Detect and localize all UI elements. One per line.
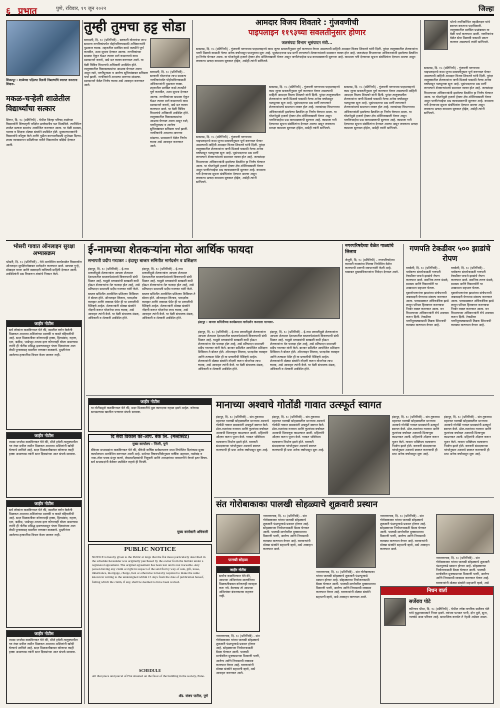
enam-headline: ई-नामच्या शेतकऱ्यांना मोठा आर्थिक फायदा [88,244,253,256]
vijay-body-col1: सासवड, दि. १८ (प्रतिनिधी) - गुंजवणी धरणाच्या पाइपलाइनचे काम जुन्या सवलतीनुसार पूर्ण करण्यात येणार असल्याची माहिती आमदार विजय शिवतारे यांनी दिली. पुरंदर तालुक्यातील शेतकऱ्यांना पाणी मिळावे यासाठी गेल्या अनेक वर्षांपासून पाठपुरावा सुरू आहे. भूसंपादनाचा प्रश्न मार्गी लागल्याने शेतकऱ्यांमध्ये समाधान व्यक्त होत आहे. जलसंपदा विभागाच्या अधिकाऱ्यांशी झालेल्या बैठकीत हा निर्णय घेण्यात आला. या योजनेमुळे हजारो हेक्टर क्षेत्र ओलिताखाली येणार असून पाणीटंचाईचा प्रश्न कायमस्वरूपी सुटणार आहे. कामाला गती देण्याच्या सूचना संबंधितांना देण्यात आल्या असून लवकरच प्रत्यक्ष कामाला सुरुवात होईल, असेही त्यांनी सांगितले. [196,135,266,185]
vijay-headline: पाइपलाइन ११९३च्या सवलतीनुसार होणार [248,28,366,37]
vijay-subtitle: जलसंपदा विभाग भूसंपादन मंत्री... [281,40,333,45]
notice-left-4 [6,630,82,704]
public-notice-body: NOTICE is hereby given to the Public at large that the flat more particularly described in the schedule hereunder was originally purchased by the owner from the builder under a registered agreement. The original agreement has been lost and is not traceable. Any person having any claim or right in respect of the said flat by way of sale, gift, lease, inheritance, mortgage, charge, lien or otherwise is hereby required to make the same known in writing to the undersigned within 15 days from the date of publication hereof, failing which the claim, if any, shall be deemed to have been waived. [92,555,206,584]
smallnews1-body: भोसरी, दि. १८ (प्रतिनिधी) - येथे आयोजित कार्यशाळेत विद्यार्थ्यांना ऑनलाइन सुरक्षिततेबाबत मार्गदर्शन करण्यात आले. सायबर गुन्हे, मोबाइल वापर आणि खबरदारी याविषयी माहिती देण्यात आली. उपस्थितांनी प्रश्न विचारून शंकांचे निरसन केले. [6,260,82,277]
photo-sant-event [316,514,376,568]
bank-ad-title: दि सेवा विकास को-ऑप. बँक लि. (मल्टीस्टेट) [89,435,211,442]
sant-headline: संत गोरोबाकाका पालखी सोहळ्याचे शुक्रवारी प्रस्थान [216,500,378,510]
tumhi-headline: तुम्ही तुमचा हट्ट सोडा [84,19,186,35]
notice-left-3-body: सर्व लोकांना कळविण्यात येते की, खालील वर्णन केलेली मिळकत आमच्या अशिलांच्या मालकी व कब्जे वहिवाटीची आहे. सदर मिळकतीवर कोणाचाही हक्क, हितसंबंध, गहाण, दान, बक्षीस, भाडेपट्टा अथवा इतर कोणताही बोजा असल्यास त्यांनी ही नोटीस प्रसिद्ध झाल्यापासून पंधरा दिवसांच्या आत लेखी पुराव्यासह खालील पत्त्यावर कळवावे. मुदतीनंतर आलेल्या हरकतींचा विचार केला जाणार नाही. [9,508,78,537]
tumhi-body: बारामती, दि. १८ (प्रतिनिधी) - सरकारी योजनांचा लाभ सामान्य नागरिकांपर्यंत पोहोचविण्यासाठी अधिकाऱ्यांनी पुढाकार घ्यावा. शहरातील प्रलंबित कामे तातडीने पूर्ण करावीत, अशा सूचना देण्यात आल्या. नागरिकांच्या समस्या ऐकून घेऊन त्यावर मार्ग काढण्याचे काम प्रशासनाने करावे, असे मत व्यक्त करण्यात आले. या वेळी विविध विभागांचे अधिकारी उपस्थित होते. तालुक्यातील विकासकामांचा आढावा घेण्यात आला असून रस्ते, पाणीपुरवठा व आरोग्य सुविधांबाबत सविस्तर चर्चा झाली. नागरिकांनी आपल्या मागण्या मांडल्या. प्रशासनाने वेळेत निर्णय घ्यावा असे आवाहन करण्यात आले. [84,38,148,88]
masthead [6,4,494,16]
death-notice-title: निधन वार्ता [381,587,493,595]
sant-body-col1: नारायणगाव, दि. १८ (प्रतिनिधी) - संत गोरोबाकाका यांच्या पालखी सोहळ्याचे शुक्रवारी पंढरपूरकडे प्रस्थान होणार आहे. सोहळ्याच्या नियोजनासाठी बैठक घेण्यात आली. पालखी मार्गावरील मुक्कामाच्या ठिकाणी पाणी, आरोग्य आणि निवासाची व्यवस्था करण्यात येणार आहे. वारकऱ्यांनी मोठ्या संख्येने सहभागी व्हावे, असे आवाहन करण्यात आले. [263,514,313,551]
bank-ad-subtitle: मुख्य कार्यालय : पिंपरी, पुणे [132,442,168,446]
smallnews1-headline: भोसरी गावात ऑनलाइन सुरक्षा अभ्यासक्रम [13,244,75,257]
notice-left-2 [6,432,82,498]
mid-notice-body: या नोटीसद्वारे कळविण्यात येते की, सदर मिळकतीचे मूळ कागदपत्र गहाळ झाले आहेत. कोणास सापडल्यास खालील पत्त्यावर संपर्क साधावा. [91,406,199,415]
public-notice-schedule: All that piece and parcel of Flat situated on the floor of the building in the society, Pune. [92,674,205,678]
enam-body-col2: इंदापूर, दि. १८ (प्रतिनिधी) - ई-नाम प्रणालीमुळे शेतकऱ्यांना आपला शेतमाल देशभरातील बाजारपेठांमध्ये विकण्याची संधी मिळत आहे. यामुळे मध्यस्थांची साखळी कमी होऊन शेतकऱ्यांना थेट फायदा होत आहे, असे प्रतिपादन सभापती प्रदीप गरटकर यांनी केले. बाजार समितीत आयोजित प्रशिक्षण शिबिरात ते बोलत होते. ऑनलाइन लिलाव, पारदर्शक व्यवहार आणि तत्काळ पेमेंट ही या प्रणालीची वैशिष्ट्ये आहेत. शेतकऱ्यांनी मोठ्या संख्येने नोंदणी करून योजनेचा लाभ घ्यावा, असे आवाहन त्यांनी केले. या वेळी संचालक मंडळ, अधिकारी व शेतकरी उपस्थित होते. [142,267,196,321]
sant-body-col4: नारायणगाव, दि. १८ (प्रतिनिधी) - संत गोरोबाकाका यांच्या पालखी सोहळ्याचे शुक्रवारी पंढरपूरकडे प्रस्थान होणार आहे. सोहळ्याच्या नियोजनासाठी बैठक घेण्यात आली. पालखी मार्गावरील मुक्कामाच्या ठिकाणी पाणी, आरोग्य आणि निवासाची व्यवस्था करण्यात येणार आहे. वारकऱ्यांनी मोठ्या संख्येने सहभागी व्हावे, असे [436,556,490,585]
enam-body-col4: इंदापूर, दि. १८ (प्रतिनिधी) - ई-नाम प्रणालीमुळे शेतकऱ्यांना आपला शेतमाल देशभरातील बाजारपेठांमध्ये विकण्याची संधी मिळत आहे. यामुळे मध्यस्थांची साखळी कमी होऊन शेतकऱ्यांना थेट फायदा होत आहे, असे प्रतिपादन सभापती प्रदीप गरटकर यांनी केले. बाजार समितीत आयोजित प्रशिक्षण शिबिरात ते बोलत होते. ऑनलाइन लिलाव, पारदर्शक व्यवहार आणि तत्काळ पेमेंट ही या प्रणालीची वैशिष्ट्ये आहेत. शेतकऱ्यांनी मोठ्या संख्येने नोंदणी करून योजनेचा लाभ घ्यावा, असे आवाहन त्यांनी केले. या वेळी संचालक मंडळ, अधिकारी व शेतकरी उपस्थित होते. [270,330,340,371]
sant-badge: पालखी सोहळा [216,556,260,564]
manacha-body-col1: इंदापूर, दि. १८ (प्रतिनिधी) - संत तुकाराम महाराज पालखी सोहळ्यातील मानाच्या अश्वाचे गोतोंडी गावात ग्रामस्थांनी उत्स्फूर्त स्वागत केले. ढोल-ताशांच्या गजरात आणि फुलांच्या वर्षावात अश्वाची मिरवणूक काढण्यात आली. महिलांनी औक्षण करून पूजन केले. गावात भक्तिमय वातावरण निर्माण झाले होते. वारकरी संप्रदायाच्या परंपरेनुसार अश्वाचे स्वागत करण्याची ही प्रथा अनेक वर्षांपासून सुरू आहे. [216,415,269,452]
death-notice-name: सर्जेराव पोटे [409,599,431,605]
right-column-body-2: सासवड, दि. १८ (प्रतिनिधी) - गुंजवणी धरणाच्या पाइपलाइनचे काम जुन्या सवलतीनुसार पूर्ण करण्यात येणार असल्याची माहिती आमदार विजय शिवतारे यांनी दिली. पुरंदर तालुक्यातील शेतकऱ्यांना पाणी मिळावे यासाठी गेल्या अनेक वर्षांपासून पाठपुरावा सुरू आहे. भूसंपादनाचा प्रश्न मार्गी लागल्याने शेतकऱ्यांमध्ये समाधान व्यक्त होत आहे. जलसंपदा विभागाच्या अधिकाऱ्यांशी झालेल्या बैठकीत हा निर्णय घेण्यात आला. या योजनेमुळे हजारो हेक्टर क्षेत्र ओलिताखाली येणार असून पाणीटंचाईचा प्रश्न कायमस्वरूपी सुटणार आहे. कामाला गती देण्याच्या सूचना संबंधितांना देण्यात आल्या असून लवकरच प्रत्यक्ष कामाला सुरुवात होईल, असेही त्यांनी सांगितले. [424,66,494,116]
photo-obituary [384,598,406,626]
photo-tumhi [150,38,190,68]
column-rule [420,20,421,238]
ganpati-body-col2: वाघोली, दि. १८ (प्रतिनिधी) - पर्यावरण संवर्धनासाठी गणपती टेकडीवर पाचशे झाडांचे रोपण करण्यात आले. स्थानिक तरुण मंडळे, ग्रामस्थ आणि विद्यार्थ्यांनी या उपक्रमात सहभाग घेतला. वृक्षारोपणानंतर झाडांच्या संगोपनाची जबाबदारी घेण्याचा संकल्प करण्यात आला. पावसाळ्यात अधिकाधिक झाडे लावून परिसर हिरवागार करण्याचा निर्धार व्यक्त करण्यात आला. वन विभागाच्या अधिकाऱ्यांनी रोपे उपलब्ध करून दिली. टेकडीवर पाणीपुरवठ्यासाठी ठिबक सिंचनाची व्यवस्था करण्यात येणार आहे. [451,266,494,328]
section-rule [214,497,494,498]
vijay-body: सासवड, दि. १८ (प्रतिनिधी) - गुंजवणी धरणाच्या पाइपलाइनचे काम जुन्या सवलतीनुसार पूर्ण करण्यात येणार असल्याची माहिती आमदार विजय शिवतारे यांनी दिली. पुरंदर तालुक्यातील शेतकऱ्यांना पाणी मिळावे यासाठी गेल्या अनेक वर्षांपासून पाठपुरावा सुरू आहे. भूसंपादनाचा प्रश्न मार्गी लागल्याने शेतकऱ्यांमध्ये समाधान व्यक्त होत आहे. जलसंपदा विभागाच्या अधिकाऱ्यांशी झालेल्या बैठकीत हा निर्णय घेण्यात आला. या योजनेमुळे हजारो हेक्टर क्षेत्र ओलिताखाली येणार असून पाणीटंचाईचा प्रश्न कायमस्वरूपी सुटणार आहे. कामाला गती देण्याच्या सूचना संबंधितांना देण्यात आल्या असून लवकरच प्रत्यक्ष कामाला सुरुवात होईल, असेही त्यांनी सांगितले. [196,47,418,64]
death-notice-body: कोरेगाव भीमा, दि. १८ (प्रतिनिधी) - येथील ज्येष्ठ नागरिक सर्जेराव पोटे यांचे वृद्धापकाळाने निधन झाले. त्यांच्या पश्चात पत्नी, दोन मुले, सुना, नातवंडे असा परिवार आहे. सामाजिक कार्यात ते नेहमी अग्रेसर असत. [409,607,490,620]
ganpati-body-col1: वाघोली, दि. १८ (प्रतिनिधी) - पर्यावरण संवर्धनासाठी गणपती टेकडीवर पाचशे झाडांचे रोपण करण्यात आले. स्थानिक तरुण मंडळे, ग्रामस्थ आणि विद्यार्थ्यांनी या उपक्रमात सहभाग घेतला. वृक्षारोपणानंतर झाडांच्या संगोपनाची जबाबदारी घेण्याचा संकल्प करण्यात आला. पावसाळ्यात अधिकाधिक झाडे लावून परिसर हिरवागार करण्याचा निर्धार व्यक्त करण्यात आला. वन विभागाच्या अधिकाऱ्यांनी रोपे उपलब्ध करून दिली. टेकडीवर पाणीपुरवठ्यासाठी ठिबक सिंचनाची व्यवस्था करण्यात येणार आहे. [406,266,449,328]
photo-enam-event [198,267,340,319]
mid-notice [88,398,212,432]
enam-body-col3: इंदापूर, दि. १८ (प्रतिनिधी) - ई-नाम प्रणालीमुळे शेतकऱ्यांना आपला शेतमाल देशभरातील बाजारपेठांमध्ये विकण्याची संधी मिळत आहे. यामुळे मध्यस्थांची साखळी कमी होऊन शेतकऱ्यांना थेट फायदा होत आहे, असे प्रतिपादन सभापती प्रदीप गरटकर यांनी केले. बाजार समितीत आयोजित प्रशिक्षण शिबिरात ते बोलत होते. ऑनलाइन लिलाव, पारदर्शक व्यवहार आणि तत्काळ पेमेंट ही या प्रणालीची वैशिष्ट्ये आहेत. शेतकऱ्यांनी मोठ्या संख्येने नोंदणी करून योजनेचा लाभ घ्यावा, असे आवाहन त्यांनी केले. या वेळी संचालक मंडळ, अधिकारी व शेतकरी उपस्थित होते. [198,330,268,371]
bank-ad-body: बँकेच्या सभासदांना कळविण्यात येते की, बँकेची वार्षिक सर्वसाधारण सभा नियोजित दिनांकास मुख्य कार्यालयात आयोजित करण्यात आली आहे. सभेच्या विषयपत्रिकेनुसार वार्षिक अहवाल, ताळेबंद व नफा-तोटा पत्रक मंजूर करणे, लेखापरीक्षकांची नियुक्ती आणि अध्यक्षांच्या परवानगीने येणारे इतर विषय. सर्व सभासदांनी वेळेवर उपस्थित राहावे ही विनंती. [91,448,208,465]
section-rule [86,395,494,396]
nagar-headline: नगरपरिषदेच्या वेळेत गाळ्यांचे लिलाव [345,244,394,255]
public-notice [88,544,212,704]
sant-body-left: नारायणगाव, दि. १८ (प्रतिनिधी) - संत गोरोबाकाका यांच्या पालखी सोहळ्याचे शुक्रवारी पंढरपूरकडे प्रस्थान होणार आहे. सोहळ्याच्या नियोजनासाठी बैठक घेण्यात आली. पालखी मार्गावरील मुक्कामाच्या ठिकाणी पाणी, आरोग्य आणि निवासाची व्यवस्था करण्यात येणार आहे. वारकऱ्यांनी मोठ्या संख्येने सहभागी व्हावे, असे आवाहन करण्यात आले. [216,634,260,675]
vijay-kicker: आमदार विजय शिवतारे : गुंजवणीची [255,18,359,27]
column-rule [342,244,343,394]
column-rule [403,244,404,394]
public-notice-title: PUBLIC NOTICE [124,546,176,553]
sant-body-col3: नारायणगाव, दि. १८ (प्रतिनिधी) - संत गोरोबाकाका यांच्या पालखी सोहळ्याचे शुक्रवारी पंढरपूरकडे प्रस्थान होणार आहे. सोहळ्याच्या नियोजनासाठी बैठक घेण्यात आली. पालखी मार्गावरील मुक्कामाच्या ठिकाणी पाणी, आरोग्य आणि निवासाची व्यवस्था करण्यात येणार आहे. वारकऱ्यांनी मोठ्या संख्येने सहभागी व्हावे, असे आवाहन करण्यात आले. [380,514,430,551]
photo-school-welcome [6,20,80,76]
notice-left-3 [6,500,82,628]
tumhi-body-2: बारामती, दि. १८ (प्रतिनिधी) - सरकारी योजनांचा लाभ सामान्य नागरिकांपर्यंत पोहोचविण्यासाठी अधिकाऱ्यांनी पुढाकार घ्यावा. शहरातील प्रलंबित कामे तातडीने पूर्ण करावीत, अशा सूचना देण्यात आल्या. नागरिकांच्या समस्या ऐकून घेऊन त्यावर मार्ग काढण्याचे काम प्रशासनाने करावे, असे मत व्यक्त करण्यात आले. या वेळी विविध विभागांचे अधिकारी उपस्थित होते. तालुक्यातील विकासकामांचा आढावा घेण्यात आला असून रस्ते, पाणीपुरवठा व आरोग्य सुविधांबाबत सविस्तर चर्चा झाली. नागरिकांनी आपल्या मागण्या मांडल्या. प्रशासनाने वेळेत निर्णय घ्यावा असे आवाहन करण्यात आले. [150,70,190,148]
makal-headline: मकळ-चऱ्हेली शाळेतील विद्यार्थ्यांचा सत्कार [6,94,70,113]
page-number: ६ [6,7,11,17]
manacha-body-col3: इंदापूर, दि. १८ (प्रतिनिधी) - संत तुकाराम महाराज पालखी सोहळ्यातील मानाच्या अश्वाचे गोतोंडी गावात ग्रामस्थांनी उत्स्फूर्त स्वागत केले. ढोल-ताशांच्या गजरात आणि फुलांच्या वर्षावात अश्वाची मिरवणूक काढण्यात आली. महिलांनी औक्षण करून पूजन केले. गावात भक्तिमय वातावरण निर्माण झाले होते. वारकरी संप्रदायाच्या परंपरेनुसार अश्वाचे स्वागत करण्याची ही प्रथा अनेक वर्षांपासून सुरू आहे. [392,415,440,456]
photo-portrait [424,20,448,50]
enam-body-col1: इंदापूर, दि. १८ (प्रतिनिधी) - ई-नाम प्रणालीमुळे शेतकऱ्यांना आपला शेतमाल देशभरातील बाजारपेठांमध्ये विकण्याची संधी मिळत आहे. यामुळे मध्यस्थांची साखळी कमी होऊन शेतकऱ्यांना थेट फायदा होत आहे, असे प्रतिपादन सभापती प्रदीप गरटकर यांनी केले. बाजार समितीत आयोजित प्रशिक्षण शिबिरात ते बोलत होते. ऑनलाइन लिलाव, पारदर्शक व्यवहार आणि तत्काळ पेमेंट ही या प्रणालीची वैशिष्ट्ये आहेत. शेतकऱ्यांनी मोठ्या संख्येने नोंदणी करून योजनेचा लाभ घ्यावा, असे आवाहन त्यांनी केले. या वेळी संचालक मंडळ, अधिकारी व शेतकरी उपस्थित होते. [88,267,140,321]
notice-left [6,320,82,430]
enam-photo-caption: इंदापूर : बाजार समितीच्या कार्यक्रमात मार्गदर्शन करताना मान्यवर. [198,320,274,324]
notice-left-4-body: तमाम जनतेस कळविण्यात येते की, मौजे हवेली तालुक्यातील गट नंबर मधील जमीन मिळकत आमच्या अशिलांनी खरेदी घेण्याचे ठरविले आहे. सदर मिळकतीबाबत कोणाचा काही हक्क असल्यास त्यांनी सात दिवसांच्या आत संपर्क साधावा. [9,638,78,655]
photo-vijay-meeting [196,85,266,133]
sant-notice-body: सर्वांना कळविण्यात येते की, आमच्या अशिलांच्या मालकीच्या मिळकतीबाबत कोणताही व्यवहार करू नये. केल्यास तो आमच्या अशिलांवर बंधनकारक राहणार नाही. [219,574,257,599]
photo-sant-small [436,514,494,554]
paper-name: प्रभात [18,7,37,17]
manacha-body-col4: इंदापूर, दि. १८ (प्रतिनिधी) - संत तुकाराम महाराज पालखी सोहळ्यातील मानाच्या अश्वाचे गोतोंडी गावात ग्रामस्थांनी उत्स्फूर्त स्वागत केले. ढोल-ताशांच्या गजरात आणि फुलांच्या वर्षावात अश्वाची मिरवणूक काढण्यात आली. महिलांनी औक्षण करून पूजन केले. गावात भक्तिमय वातावरण निर्माण झाले होते. वारकरी संप्रदायाच्या परंपरेनुसार अश्वाचे स्वागत करण्याची ही प्रथा अनेक वर्षांपासून सुरू आहे. [444,415,492,456]
public-notice-schedule-title: SCHEDULE [138,668,161,673]
sant-body-col2: नारायणगाव, दि. १८ (प्रतिनिधी) - संत गोरोबाकाका यांच्या पालखी सोहळ्याचे शुक्रवारी पंढरपूरकडे प्रस्थान होणार आहे. सोहळ्याच्या नियोजनासाठी बैठक घेण्यात आली. पालखी मार्गावरील मुक्कामाच्या ठिकाणी पाणी, आरोग्य आणि निवासाची व्यवस्था करण्यात येणार आहे. वारकऱ्यांनी मोठ्या संख्येने सहभागी व्हावे, असे आवाहन करण्यात आले. [316,570,376,599]
photo-palkhi [216,514,260,554]
column-rule [82,20,83,238]
vijay-body-col3: सासवड, दि. १८ (प्रतिनिधी) - गुंजवणी धरणाच्या पाइपलाइनचे काम जुन्या सवलतीनुसार पूर्ण करण्यात येणार असल्याची माहिती आमदार विजय शिवतारे यांनी दिली. पुरंदर तालुक्यातील शेतकऱ्यांना पाणी मिळावे यासाठी गेल्या अनेक वर्षांपासून पाठपुरावा सुरू आहे. भूसंपादनाचा प्रश्न मार्गी लागल्याने शेतकऱ्यांमध्ये समाधान व्यक्त होत आहे. जलसंपदा विभागाच्या अधिकाऱ्यांशी झालेल्या बैठकीत हा निर्णय घेण्यात आला. या योजनेमुळे हजारो हेक्टर क्षेत्र ओलिताखाली येणार असून पाणीटंचाईचा प्रश्न कायमस्वरूपी सुटणार आहे. कामाला गती देण्याच्या सूचना संबंधितांना देण्यात आल्या असून लवकरच प्रत्यक्ष कामाला सुरुवात होईल, असेही त्यांनी सांगितले. [344,85,418,130]
bank-ad [88,434,212,542]
date-line: पुणे, रविवार, १९ जून २०२२ [56,6,107,12]
manacha-headline: मानाच्या अश्वाचे गोतोंडी गावात उत्स्फूर्त स्वागत [216,400,382,411]
column-rule [84,244,85,704]
notice-left-3-title: जाहीर नोटीस [7,501,81,507]
makal-body: शिरूर, दि. १८ (प्रतिनिधी) - येथील जिल्हा परिषद शाळेच्या विद्यार्थ्यांनी शिष्यवृत्ती परीक्षेत उल्लेखनीय यश मिळविले. त्यानिमित्त शाळेत सत्कार समारंभ आयोजित करण्यात आला. या वेळी ग्रामस्थ, पालक व शिक्षक मोठ्या संख्येने उपस्थित होते. मुख्याध्यापकांनी विद्यार्थ्यांचे कौतुक केले आणि पुढील वाटचालीसाठी शुभेच्छा दिल्या. शाळा व्यवस्थापन समितीच्या वतीने विद्यार्थ्यांना बक्षिसे देण्यात आली. [6,118,82,147]
column-rule [192,20,193,238]
vijay-body-col2: सासवड, दि. १८ (प्रतिनिधी) - गुंजवणी धरणाच्या पाइपलाइनचे काम जुन्या सवलतीनुसार पूर्ण करण्यात येणार असल्याची माहिती आमदार विजय शिवतारे यांनी दिली. पुरंदर तालुक्यातील शेतकऱ्यांना पाणी मिळावे यासाठी गेल्या अनेक वर्षांपासून पाठपुरावा सुरू आहे. भूसंपादनाचा प्रश्न मार्गी लागल्याने शेतकऱ्यांमध्ये समाधान व्यक्त होत आहे. जलसंपदा विभागाच्या अधिकाऱ्यांशी झालेल्या बैठकीत हा निर्णय घेण्यात आला. या योजनेमुळे हजारो हेक्टर क्षेत्र ओलिताखाली येणार असून पाणीटंचाईचा प्रश्न कायमस्वरूपी सुटणार आहे. कामाला गती देण्याच्या सूचना संबंधितांना देण्यात आल्या असून लवकरच प्रत्यक्ष कामाला सुरुवात होईल, असेही त्यांनी सांगितले. [269,85,341,130]
notice-left-title: जाहीर नोटीस [7,321,81,327]
section-rule [6,240,494,241]
notice-left-body: सर्व लोकांना कळविण्यात येते की, खालील वर्णन केलेली मिळकत आमच्या अशिलांच्या मालकी व कब्जे वहिवाटीची आहे. सदर मिळकतीवर कोणाचाही हक्क, हितसंबंध, गहाण, दान, बक्षीस, भाडेपट्टा अथवा इतर कोणताही बोजा असल्यास त्यांनी ही नोटीस प्रसिद्ध झाल्यापासून पंधरा दिवसांच्या आत लेखी पुराव्यासह खालील पत्त्यावर कळवावे. मुदतीनंतर आलेल्या हरकतींचा विचार केला जाणार नाही. [9,328,78,357]
bank-ad-signature: मुख्य कार्यकारी अधिकारी [177,530,208,534]
section-label: जिल्हा [478,5,494,13]
notice-left-4-title: जाहीर नोटीस [7,631,81,637]
manacha-body-col2: इंदापूर, दि. १८ (प्रतिनिधी) - संत तुकाराम महाराज पालखी सोहळ्यातील मानाच्या अश्वाचे गोतोंडी गावात ग्रामस्थांनी उत्स्फूर्त स्वागत केले. ढोल-ताशांच्या गजरात आणि फुलांच्या वर्षावात अश्वाची मिरवणूक काढण्यात आली. महिलांनी औक्षण करून पूजन केले. गावात भक्तिमय वातावरण निर्माण झाले होते. वारकरी संप्रदायाच्या परंपरेनुसार अश्वाचे स्वागत करण्याची ही प्रथा अनेक वर्षांपासून सुरू आहे. [272,415,325,452]
enam-subtitle: सभापती प्रदीप गरटकर : इंदापूर बाजार समितीत मार्गदर्शन व प्रशिक्षण [88,259,197,264]
right-column-body: भोरचे नवनिर्वाचित तहसीलदार यांचे स्वागत करताना पदाधिकारी. तालुक्यातील प्रलंबित प्रश्नांबाबत या वेळी चर्चा करण्यात आली. नागरिकांना वेळेत सेवा मिळावी यासाठी प्रयत्न करणार असल्याचे त्यांनी सांगितले. [450,20,494,45]
mid-notice-title: जाहीर नोटीस [89,399,211,405]
public-notice-advocate: ॲड. संजय पाटील, पुणे [178,694,208,698]
sant-notice [216,566,260,632]
sant-notice-title: जाहीर नोटीस [217,567,259,573]
death-notice [380,586,494,704]
ganpati-headline: गणपति टेकडीवर ५०० झाडांचे रोपण [409,244,491,263]
notice-left-2-body: तमाम जनतेस कळविण्यात येते की, मौजे हवेली तालुक्यातील गट नंबर मधील जमीन मिळकत आमच्या अशिलांनी खरेदी घेण्याचे ठरविले आहे. सदर मिळकतीबाबत कोणाचा काही हक्क असल्यास त्यांनी सात दिवसांच्या आत संपर्क साधावा. [9,440,78,457]
nagar-body: जेजुरी, दि. १८ (प्रतिनिधी) - नगरपरिषदेच्या व्यापारी गाळ्यांचा लिलाव नियोजित वेळेत करण्याची मागणी व्यापाऱ्यांनी केली आहे. याबाबत मुख्याधिकाऱ्यांना निवेदन देण्यात आले. [345,258,399,275]
photo-school-caption: शिक्रापूर : शाळेच्या पहिल्या दिवशी विद्यार्थ्यांचे स्वागत करताना शिक्षक. [6,78,78,87]
photo-horse-welcome [328,415,390,495]
notice-left-2-title: जाहीर नोटीस [7,433,81,439]
